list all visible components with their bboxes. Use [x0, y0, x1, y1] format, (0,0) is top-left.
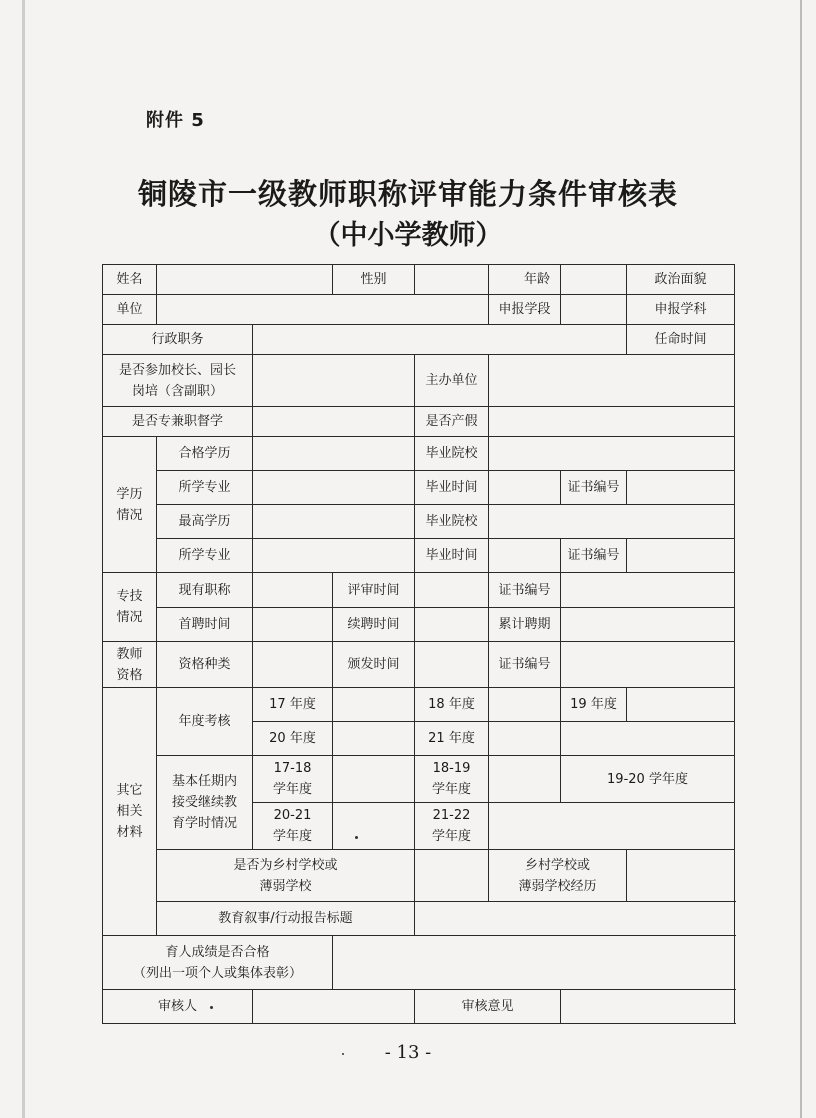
graduate-school-2-field[interactable]	[489, 505, 735, 539]
unit-field[interactable]	[157, 295, 489, 325]
name-field[interactable]	[157, 265, 333, 295]
table-row	[103, 471, 735, 505]
table-row	[103, 407, 735, 437]
age-label: 年龄	[489, 265, 561, 295]
qualified-degree-field[interactable]	[253, 437, 415, 471]
technical-group-label: 专技 情况	[103, 573, 157, 642]
sy2021-field[interactable]	[333, 803, 415, 850]
sy1718-field[interactable]	[333, 756, 415, 803]
review-time-field[interactable]	[415, 573, 489, 608]
rehire-label: 续聘时间	[333, 608, 415, 642]
reviewer-field[interactable]	[253, 990, 415, 1024]
y19-label: 19 年度	[561, 688, 627, 722]
continuing-edu-label: 基本任期内 接受继续教 育学时情况	[157, 756, 253, 850]
other-group-label: 其它 相关 材料	[103, 688, 157, 936]
table-row	[103, 608, 735, 642]
maternity-label: 是否产假	[415, 407, 489, 437]
total-hire-label: 累计聘期	[489, 608, 561, 642]
name-label: 姓名	[103, 265, 157, 295]
gender-field[interactable]	[415, 265, 489, 295]
y21-label: 21 年度	[415, 722, 489, 756]
admin-post-field[interactable]	[253, 325, 627, 355]
qualified-degree-label: 合格学历	[157, 437, 253, 471]
age-field[interactable]	[561, 265, 627, 295]
cert-type-label: 资格种类	[157, 642, 253, 688]
apply-stage-label: 申报学段	[489, 295, 561, 325]
review-opinion-label: 审核意见	[415, 990, 561, 1024]
principal-training-label: 是否参加校长、园长 岗培（含副职）	[103, 355, 253, 407]
graduate-time-1-field[interactable]	[489, 471, 561, 505]
admin-post-label: 行政职务	[103, 325, 253, 355]
rural-school-question-label: 是否为乡村学校或 薄弱学校	[157, 850, 415, 902]
table-row	[103, 573, 735, 608]
supervisor-field[interactable]	[253, 407, 415, 437]
major-2-field[interactable]	[253, 539, 415, 573]
y20-label: 20 年度	[253, 722, 333, 756]
education-group-label: 学历 情况	[103, 437, 157, 573]
current-title-field[interactable]	[253, 573, 333, 608]
graduate-time-2-field[interactable]	[489, 539, 561, 573]
y18-field[interactable]	[489, 688, 561, 722]
sy1718-label: 17-18 学年度	[253, 756, 333, 803]
achievement-label: 育人成绩是否合格 （列出一项个人或集体表彰）	[103, 936, 333, 990]
maternity-field[interactable]	[489, 407, 735, 437]
title-cert-no-label: 证书编号	[489, 573, 561, 608]
page-number: - 13 -	[384, 1042, 432, 1063]
table-row	[103, 990, 735, 1024]
table-row	[103, 295, 735, 325]
graduate-school-1-field[interactable]	[489, 437, 735, 471]
review-form-table	[102, 264, 735, 1024]
cert-no-1-label: 证书编号	[561, 471, 627, 505]
sy1819-label: 18-19 学年度	[415, 756, 489, 803]
title-cert-no-field[interactable]	[561, 573, 735, 608]
table-row	[103, 850, 735, 902]
attachment-label: 附件 5	[146, 110, 205, 131]
total-hire-field[interactable]	[561, 608, 735, 642]
first-hire-label: 首聘时间	[157, 608, 253, 642]
y19-field[interactable]	[627, 688, 735, 722]
table-row	[103, 936, 735, 990]
major-1-label: 所学专业	[157, 471, 253, 505]
issue-time-label: 颁发时间	[333, 642, 415, 688]
rural-school-question-field[interactable]	[415, 850, 489, 902]
major-1-field[interactable]	[253, 471, 415, 505]
highest-degree-field[interactable]	[253, 505, 415, 539]
binding-edge-left	[22, 0, 25, 1118]
political-status-label: 政治面貌	[627, 265, 735, 295]
graduate-school-2-label: 毕业院校	[415, 505, 489, 539]
graduate-time-2-label: 毕业时间	[415, 539, 489, 573]
first-hire-field[interactable]	[253, 608, 333, 642]
y20-field[interactable]	[333, 722, 415, 756]
table-row	[103, 902, 735, 936]
rehire-field[interactable]	[415, 608, 489, 642]
sy1819-field[interactable]	[489, 756, 561, 803]
narrative-title-field[interactable]	[415, 902, 735, 936]
appoint-time-label: 任命时间	[627, 325, 735, 355]
gender-label: 性别	[333, 265, 415, 295]
page-subtitle: （中小学教师）	[313, 220, 503, 251]
cert-type-field[interactable]	[253, 642, 333, 688]
table-row	[103, 355, 735, 407]
cert-no-2-field[interactable]	[627, 539, 735, 573]
page-title: 铜陵市一级教师职称评审能力条件审核表	[137, 177, 678, 211]
y21-field[interactable]	[489, 722, 561, 756]
reviewer-label: 审核人	[103, 990, 253, 1024]
graduate-time-1-label: 毕业时间	[415, 471, 489, 505]
cert-no-2-label: 证书编号	[561, 539, 627, 573]
cert-no-1-field[interactable]	[627, 471, 735, 505]
table-row	[103, 688, 735, 722]
major-2-label: 所学专业	[157, 539, 253, 573]
graduate-school-1-label: 毕业院校	[415, 437, 489, 471]
annual-assessment-label: 年度考核	[157, 688, 253, 756]
apply-subject-label: 申报学科	[627, 295, 735, 325]
table-row	[103, 539, 735, 573]
teacher-cert-no-label: 证书编号	[489, 642, 561, 688]
host-unit-label: 主办单位	[415, 355, 489, 407]
table-row	[103, 756, 735, 803]
apply-stage-field[interactable]	[561, 295, 627, 325]
highest-degree-label: 最高学历	[157, 505, 253, 539]
teacher-cert-group-label: 教师 资格	[103, 642, 157, 688]
scan-speck	[355, 836, 358, 839]
unit-label: 单位	[103, 295, 157, 325]
current-title-label: 现有职称	[157, 573, 253, 608]
sy2021-label: 20-21 学年度	[253, 803, 333, 850]
supervisor-label: 是否专兼职督学	[103, 407, 253, 437]
y17-label: 17 年度	[253, 688, 333, 722]
issue-time-field[interactable]	[415, 642, 489, 688]
table-row	[103, 437, 735, 471]
rural-experience-field[interactable]	[627, 850, 735, 902]
table-row	[103, 505, 735, 539]
binding-edge-right	[800, 0, 802, 1118]
scan-speck	[210, 1006, 213, 1009]
table-row	[103, 265, 735, 295]
y17-field[interactable]	[333, 688, 415, 722]
host-unit-field[interactable]	[489, 355, 735, 407]
teacher-cert-no-field[interactable]	[561, 642, 735, 688]
table-row	[103, 642, 735, 688]
sy2122-label: 21-22 学年度	[415, 803, 489, 850]
sy2122-field[interactable]	[489, 803, 735, 850]
sy1920-label: 19-20 学年度	[561, 756, 735, 803]
y18-label: 18 年度	[415, 688, 489, 722]
review-opinion-field[interactable]	[561, 990, 735, 1024]
narrative-title-label: 教育叙事/行动报告标题	[157, 902, 415, 936]
y-blank-field[interactable]	[561, 722, 735, 756]
review-time-label: 评审时间	[333, 573, 415, 608]
rural-experience-label: 乡村学校或 薄弱学校经历	[489, 850, 627, 902]
principal-training-field[interactable]	[253, 355, 415, 407]
table-row	[103, 325, 735, 355]
achievement-field[interactable]	[333, 936, 735, 990]
